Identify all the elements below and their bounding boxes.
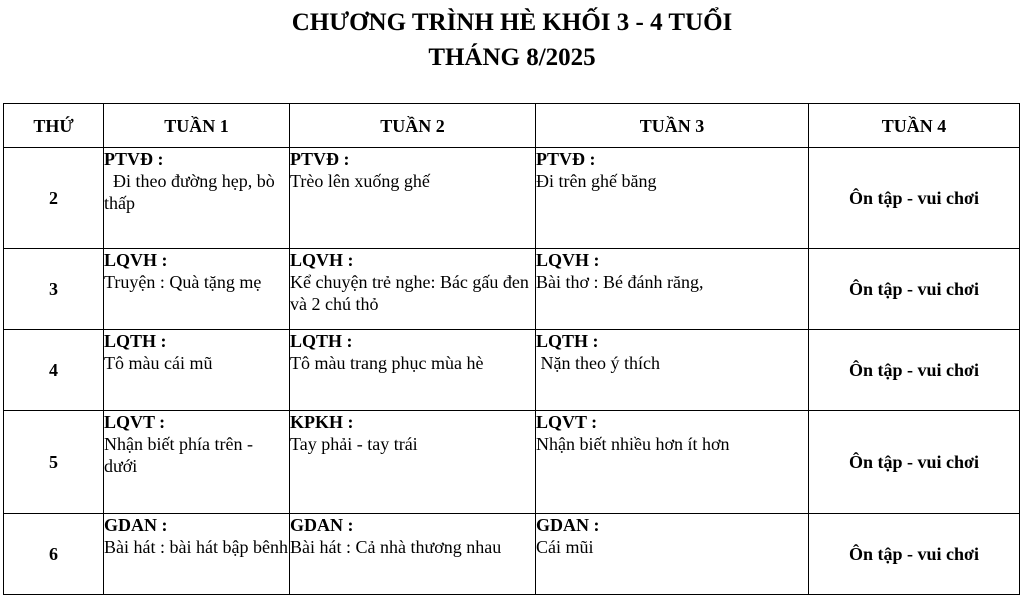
table-row [4,249,1020,330]
activity-cell [290,514,536,595]
activity-text: Nhận biết nhiều hơn ít hơn [536,434,730,454]
document-title: CHƯƠNG TRÌNH HÈ KHỐI 3 - 4 TUỔI [291,9,733,36]
day-cell: 3 [4,249,104,330]
table-row [4,514,1020,595]
activity-cell [104,330,290,411]
activity-text: Kể chuyện trẻ nghe: Bác gấu đen và 2 chú thỏ [290,272,529,314]
header-day: THỨ [4,104,104,148]
subject-label: LQVH : [104,250,168,270]
table-row [4,411,1020,514]
activity-text: Bài hát : bài hát bập bênh [104,537,288,557]
activity-text: Truyện : Quà tặng mẹ [104,272,262,292]
activity-cell [536,249,809,330]
subject-label: LQTH : [104,331,167,351]
activity-text: Cái mũi [536,537,594,557]
review-cell: Ôn tập - vui chơi [809,148,1020,249]
activity-cell [290,330,536,411]
activity-text: Bài hát : Cả nhà thương nhau [290,537,502,557]
activity-cell [536,148,809,249]
activity-cell [104,249,290,330]
table-row [4,330,1020,411]
activity-text: Tô màu trang phục mùa hè [290,353,484,373]
document-subtitle: THÁNG 8/2025 [428,44,596,71]
activity-cell [104,514,290,595]
subject-label: LQVH : [290,250,354,270]
review-cell: Ôn tập - vui chơi [809,411,1020,514]
activity-text: Tay phải - tay trái [290,434,418,454]
subject-label: LQTH : [290,331,353,351]
subject-label: GDAN : [104,515,168,535]
activity-cell [536,330,809,411]
activity-text: Nhận biết phía trên - dưới [104,434,253,476]
review-cell: Ôn tập - vui chơi [809,249,1020,330]
subject-label: GDAN : [290,515,354,535]
subject-label: PTVĐ : [536,149,596,169]
subject-label: LQVT : [536,412,598,432]
activity-cell [290,249,536,330]
day-cell: 5 [4,411,104,514]
activity-cell [104,148,290,249]
activity-text: Đi theo đường hẹp, bò thấp [104,171,275,213]
activity-text: Tô màu cái mũ [104,353,213,373]
subject-label: PTVĐ : [290,149,350,169]
day-cell: 2 [4,148,104,249]
day-cell: 6 [4,514,104,595]
activity-text: Trèo lên xuống ghế [290,171,430,191]
header-week-1: TUẦN 1 [104,104,290,148]
activity-text: Nặn theo ý thích [536,353,660,373]
activity-text: Bài thơ : Bé đánh răng, [536,272,704,292]
subject-label: LQVT : [104,412,166,432]
schedule-table [3,103,1020,595]
subject-label: GDAN : [536,515,600,535]
activity-cell [536,514,809,595]
subject-label: KPKH : [290,412,354,432]
review-cell: Ôn tập - vui chơi [809,514,1020,595]
subject-label: PTVĐ : [104,149,164,169]
activity-text: Đi trên ghế băng [536,171,657,191]
subject-label: LQVH : [536,250,600,270]
activity-cell [290,411,536,514]
activity-cell [290,148,536,249]
header-row [4,104,1020,148]
header-week-3: TUẦN 3 [536,104,809,148]
table-row [4,148,1020,249]
review-cell: Ôn tập - vui chơi [809,330,1020,411]
header-week-2: TUẦN 2 [290,104,536,148]
subject-label: LQTH : [536,331,599,351]
header-week-4: TUẦN 4 [809,104,1020,148]
activity-cell [104,411,290,514]
activity-cell [536,411,809,514]
day-cell: 4 [4,330,104,411]
